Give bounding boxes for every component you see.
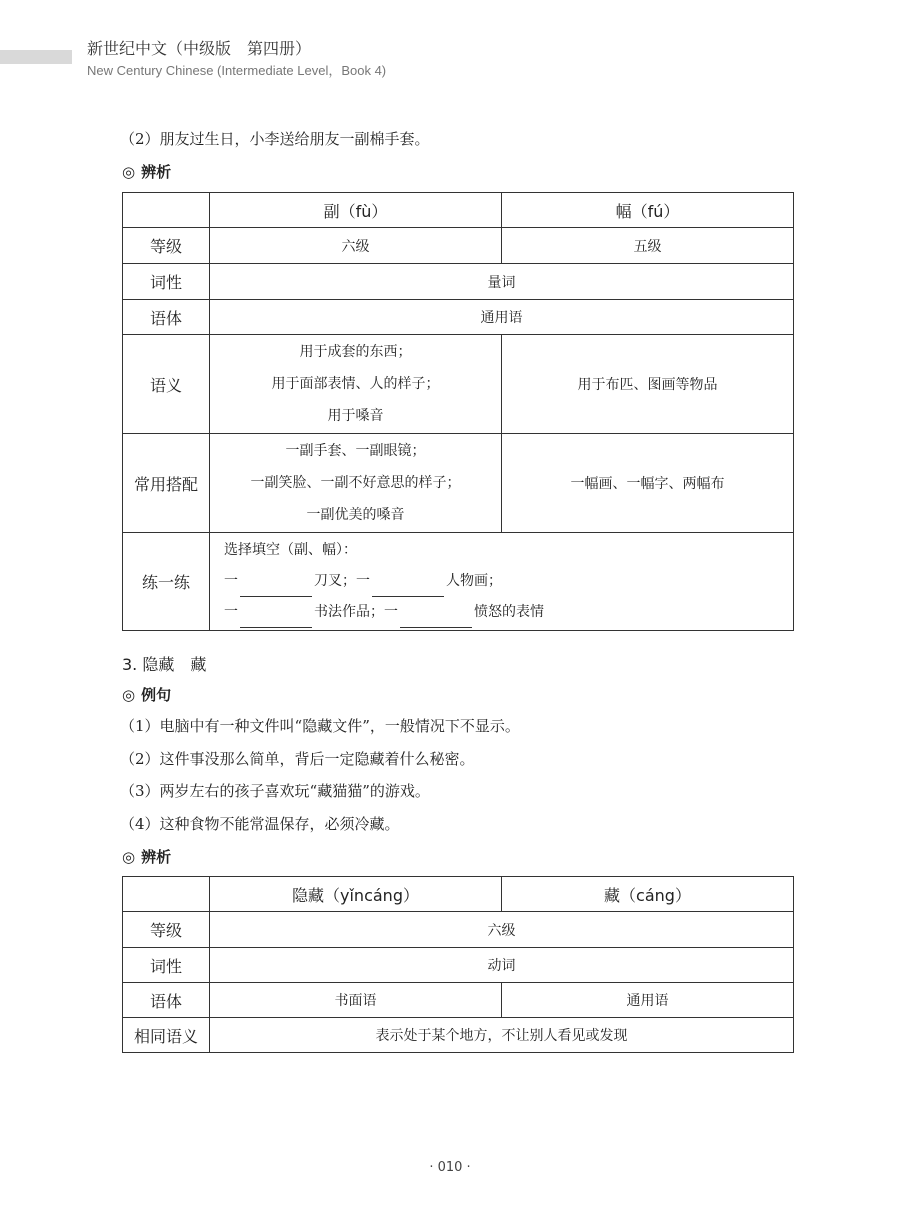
example-sentence: （3）两岁左右的孩子喜欢玩“藏猫猫”的游戏。 [120, 782, 430, 800]
table-corner-cell [123, 193, 210, 228]
level-value: 六级 [210, 912, 794, 948]
meaning-b: 用于布匹、图画等物品 [502, 335, 794, 434]
comparison-table-cang [122, 876, 794, 1053]
example-heading [122, 684, 171, 705]
register-value: 通用语 [210, 300, 794, 335]
practice-prompt: 选择填空（副、幅）： [224, 542, 357, 558]
section-3-title: 3. 隐藏 藏 [122, 655, 207, 674]
fill-blank[interactable] [240, 580, 312, 597]
register-value-a: 书面语 [210, 983, 502, 1018]
analysis-heading-label: 辨析 [141, 163, 172, 181]
collocation-a [210, 434, 502, 533]
row-label-level: 等级 [123, 912, 210, 948]
row-label-shared-meaning: 相同语义 [123, 1018, 210, 1053]
circle-mark-icon: ◎ [122, 686, 136, 704]
practice-text: 刀叉；一 [314, 573, 370, 589]
circle-mark-icon: ◎ [122, 163, 136, 181]
column-header-fu-scroll: 幅（fú） [502, 193, 794, 228]
row-label-pos: 词性 [123, 948, 210, 983]
header-accent-bar [0, 50, 72, 64]
row-label-collocation: 常用搭配 [123, 434, 210, 533]
meaning-a-line: 用于面部表情、人的样子； [271, 376, 440, 392]
example-sentence-2: （2）朋友过生日，小李送给朋友一副棉手套。 [120, 130, 430, 148]
column-header-cang: 藏（cáng） [502, 877, 794, 912]
row-label-practice: 练一练 [123, 533, 210, 631]
example-heading-label: 例句 [141, 686, 172, 704]
collocation-a-line: 一副优美的嗓音 [306, 507, 405, 523]
table-corner-cell [123, 877, 210, 912]
row-label-register: 语体 [123, 983, 210, 1018]
practice-text: 一 [224, 604, 238, 620]
shared-meaning-value: 表示处于某个地方，不让别人看见或发现 [210, 1018, 794, 1053]
circle-mark-icon: ◎ [122, 848, 136, 866]
example-sentence: （1）电脑中有一种文件叫“隐藏文件”，一般情况下不显示。 [120, 717, 520, 735]
book-title: 新世纪中文（中级版 第四册） [87, 39, 312, 58]
practice-exercise [210, 533, 794, 631]
collocation-a-line: 一副手套、一副眼镜； [285, 443, 426, 459]
analysis-heading-2 [122, 846, 171, 867]
collocation-a-line: 一副笑脸、一副不好意思的样子； [250, 475, 461, 491]
pos-value: 动词 [210, 948, 794, 983]
row-label-register: 语体 [123, 300, 210, 335]
book-subtitle: New Century Chinese (Intermediate Level，Book 4) [87, 63, 387, 78]
example-sentence: （4）这种食物不能常温保存，必须冷藏。 [120, 815, 400, 833]
fill-blank[interactable] [372, 580, 444, 597]
practice-text: 一 [224, 573, 238, 589]
example-sentence: （2）这件事没那么简单，背后一定隐藏着什么秘密。 [120, 750, 475, 768]
row-label-pos: 词性 [123, 264, 210, 300]
pos-value: 量词 [210, 264, 794, 300]
meaning-a-line: 用于嗓音 [327, 408, 384, 424]
page-number: · 010 · [429, 1160, 471, 1175]
analysis-heading-label: 辨析 [141, 848, 172, 866]
comparison-table-fu [122, 192, 794, 631]
practice-text: 愤怒的表情 [474, 604, 544, 620]
meaning-a-line: 用于成套的东西； [299, 344, 412, 360]
fill-blank[interactable] [400, 611, 472, 628]
analysis-heading-1 [122, 161, 171, 182]
column-header-fu-pair: 副（fù） [210, 193, 502, 228]
practice-text: 人物画； [446, 573, 502, 589]
row-label-meaning: 语义 [123, 335, 210, 434]
practice-row-2 [224, 597, 793, 628]
register-value-b: 通用语 [502, 983, 794, 1018]
level-value-b: 五级 [502, 228, 794, 264]
fill-blank[interactable] [240, 611, 312, 628]
collocation-b: 一幅画、一幅字、两幅布 [502, 434, 794, 533]
practice-text: 书法作品；一 [314, 604, 398, 620]
practice-row-1 [224, 566, 793, 597]
meaning-a [210, 335, 502, 434]
row-label-level: 等级 [123, 228, 210, 264]
column-header-yincang: 隐藏（yǐncáng） [210, 877, 502, 912]
level-value-a: 六级 [210, 228, 502, 264]
